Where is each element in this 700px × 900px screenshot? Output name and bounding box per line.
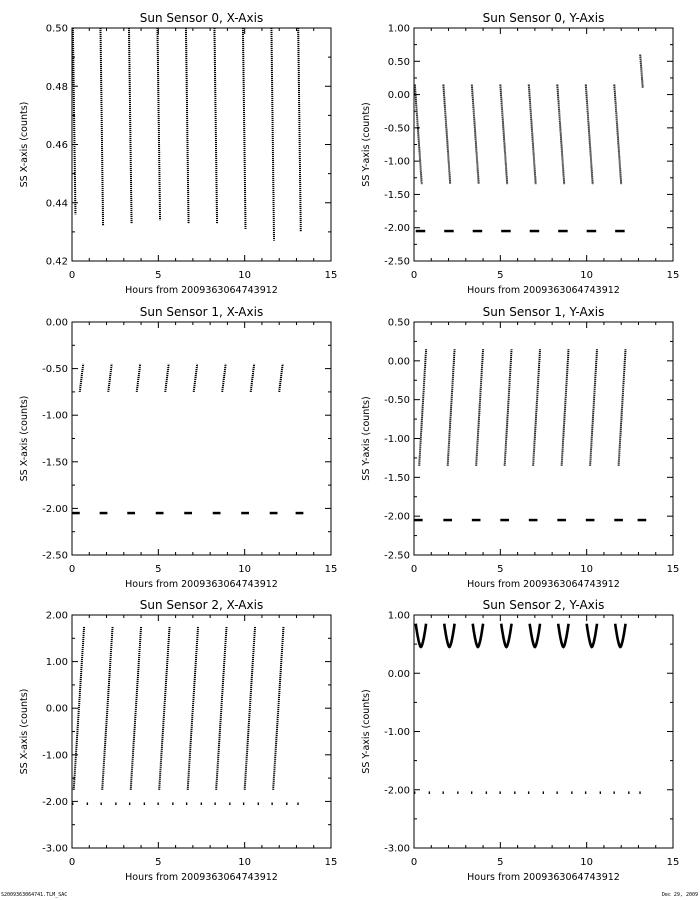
y-tick-label: 1.00 — [387, 610, 410, 622]
chart-panel-4 — [19, 598, 337, 883]
x-tick-label: 15 — [324, 270, 338, 281]
data-segment — [194, 364, 198, 392]
y-tick-label: -2.50 — [384, 550, 410, 562]
chart-title: Sun Sensor 1, Y-Axis — [482, 305, 605, 319]
x-tick-label: 10 — [580, 270, 594, 281]
data-segment — [108, 364, 111, 392]
x-tick-label: 0 — [68, 857, 76, 868]
y-tick-label: 0.00 — [45, 317, 68, 329]
x-tick-label: 0 — [410, 270, 418, 281]
y-axis-label: SS Y-axis (counts) — [361, 102, 372, 187]
x-tick-label: 5 — [155, 270, 162, 281]
data-segment — [216, 627, 226, 790]
y-tick-label: 0.46 — [45, 140, 68, 151]
data-segment — [586, 85, 593, 185]
x-tick-label: 10 — [238, 270, 252, 281]
y-tick-label: -2.00 — [384, 785, 410, 797]
y-tick-label: 0.50 — [387, 317, 410, 329]
x-tick-label: 10 — [238, 564, 252, 575]
chart-panel-1 — [361, 11, 679, 296]
y-tick-label: 1.00 — [45, 657, 68, 669]
x-tick-label: 0 — [410, 564, 418, 575]
x-axis-label: Hours from 2009363064743912 — [125, 579, 278, 590]
plot-frame — [72, 28, 331, 261]
y-axis-label: SS Y-axis (counts) — [361, 689, 372, 774]
data-segment — [419, 349, 426, 466]
y-tick-label: -1.50 — [384, 472, 410, 484]
data-segment — [129, 28, 132, 223]
chart-title: Sun Sensor 1, X-Axis — [139, 305, 264, 319]
x-axis-label: Hours from 2009363064743912 — [125, 285, 278, 296]
x-tick-label: 15 — [666, 270, 680, 281]
x-axis-label: Hours from 2009363064743912 — [467, 579, 620, 590]
x-tick-label: 0 — [410, 857, 418, 868]
chart-title: Sun Sensor 0, X-Axis — [139, 11, 264, 25]
x-axis-label: Hours from 2009363064743912 — [467, 285, 620, 296]
data-segment — [476, 349, 483, 466]
data-segment — [448, 349, 455, 466]
data-segment — [500, 85, 507, 185]
data-segment — [243, 28, 246, 229]
chart-title: Sun Sensor 2, X-Axis — [139, 598, 264, 612]
x-axis-label: Hours from 2009363064743912 — [467, 872, 620, 883]
data-segment — [245, 627, 255, 790]
data-segment — [298, 28, 301, 232]
y-tick-label: 0.44 — [45, 198, 68, 210]
y-tick-label: 0.00 — [387, 90, 410, 102]
y-tick-label: 0.42 — [45, 256, 68, 268]
chart-panel-3 — [361, 305, 679, 590]
data-segment — [222, 364, 226, 392]
y-tick-label: 0.00 — [45, 703, 68, 715]
data-segment — [590, 349, 597, 466]
x-tick-label: 0 — [68, 270, 76, 281]
data-segment — [273, 627, 283, 790]
chart-panel-5 — [361, 598, 679, 883]
data-segment — [271, 28, 274, 241]
y-tick-label: 0.48 — [45, 81, 68, 93]
x-tick-label: 15 — [666, 857, 680, 868]
data-segment — [614, 85, 621, 185]
data-segment — [73, 28, 76, 214]
y-tick-label: -3.00 — [42, 843, 68, 855]
x-tick-label: 10 — [580, 564, 594, 575]
x-axis-label: Hours from 2009363064743912 — [125, 872, 278, 883]
data-segment — [505, 349, 512, 466]
data-arch — [615, 624, 625, 647]
y-tick-label: -2.00 — [42, 503, 68, 515]
x-tick-label: 15 — [324, 857, 338, 868]
data-segment — [415, 85, 422, 185]
data-segment — [251, 364, 255, 392]
y-axis-label: SS X-axis (counts) — [19, 101, 30, 188]
data-arch — [501, 624, 511, 647]
data-segment — [533, 349, 540, 466]
x-tick-label: 5 — [497, 564, 504, 575]
data-arch — [473, 624, 483, 647]
chart-title: Sun Sensor 2, Y-Axis — [482, 598, 605, 612]
y-tick-label: -1.00 — [42, 750, 68, 762]
data-arch — [416, 624, 426, 647]
plot-frame — [414, 322, 673, 555]
footer-filename: S2009363064741.TLM_SAC — [1, 892, 68, 898]
y-tick-label: -1.00 — [42, 410, 68, 422]
data-segment — [443, 85, 450, 185]
data-segment — [186, 28, 189, 223]
y-tick-label: 1.00 — [387, 23, 410, 35]
chart-panel-2 — [19, 305, 337, 590]
y-tick-label: -2.00 — [42, 796, 68, 808]
y-tick-label: -3.00 — [384, 843, 410, 855]
x-tick-label: 5 — [497, 857, 504, 868]
y-tick-label: -2.00 — [384, 223, 410, 235]
x-tick-label: 10 — [238, 857, 252, 868]
y-tick-label: 0.00 — [387, 356, 410, 368]
y-axis-label: SS X-axis (counts) — [19, 688, 30, 775]
data-segment — [279, 364, 283, 392]
x-tick-label: 10 — [580, 857, 594, 868]
y-tick-label: 0.00 — [387, 668, 410, 680]
data-arch — [587, 624, 597, 647]
plot-frame — [72, 322, 331, 555]
y-tick-label: -0.50 — [384, 123, 410, 135]
y-tick-label: -1.00 — [384, 434, 410, 445]
data-segment — [619, 349, 626, 466]
y-tick-label: -2.50 — [384, 256, 410, 268]
y-tick-label: -2.50 — [42, 550, 68, 562]
plot-frame — [414, 28, 673, 261]
y-tick-label: -1.00 — [384, 156, 410, 168]
data-segment — [557, 85, 564, 185]
data-segment — [137, 364, 140, 392]
y-tick-label: -0.50 — [384, 395, 410, 407]
y-tick-label: 0.50 — [45, 23, 68, 35]
data-segment — [529, 85, 536, 185]
data-segment — [472, 85, 479, 185]
chart-title: Sun Sensor 0, Y-Axis — [482, 11, 605, 25]
y-axis-label: SS Y-axis (counts) — [361, 396, 372, 481]
chart-panel-0 — [19, 11, 337, 296]
y-tick-label: -0.50 — [42, 364, 68, 376]
y-tick-label: -1.00 — [384, 727, 410, 738]
x-tick-label: 15 — [666, 564, 680, 575]
data-segment — [215, 28, 218, 223]
data-segment — [158, 28, 161, 220]
data-arch — [558, 624, 568, 647]
y-tick-label: -1.50 — [384, 189, 410, 201]
data-segment — [102, 627, 112, 790]
y-tick-label: 0.50 — [387, 56, 410, 68]
data-segment — [101, 28, 104, 226]
data-arch — [530, 624, 540, 647]
data-segment — [165, 364, 169, 392]
x-tick-label: 5 — [155, 857, 162, 868]
data-segment — [131, 627, 141, 790]
y-tick-label: -1.50 — [42, 457, 68, 469]
x-tick-label: 5 — [155, 564, 162, 575]
y-axis-label: SS X-axis (counts) — [19, 395, 30, 482]
x-tick-label: 15 — [324, 564, 338, 575]
y-tick-label: 2.00 — [45, 610, 68, 622]
data-segment — [80, 364, 83, 392]
y-tick-label: -2.00 — [384, 511, 410, 523]
footer-date: Dec 29, 2009 — [661, 892, 698, 898]
data-segment — [562, 349, 569, 466]
data-segment — [188, 627, 198, 790]
data-segment — [640, 55, 643, 88]
x-tick-label: 5 — [497, 270, 504, 281]
data-segment — [159, 627, 169, 790]
data-arch — [444, 624, 454, 647]
plot-frame — [414, 615, 673, 848]
x-tick-label: 0 — [68, 564, 76, 575]
